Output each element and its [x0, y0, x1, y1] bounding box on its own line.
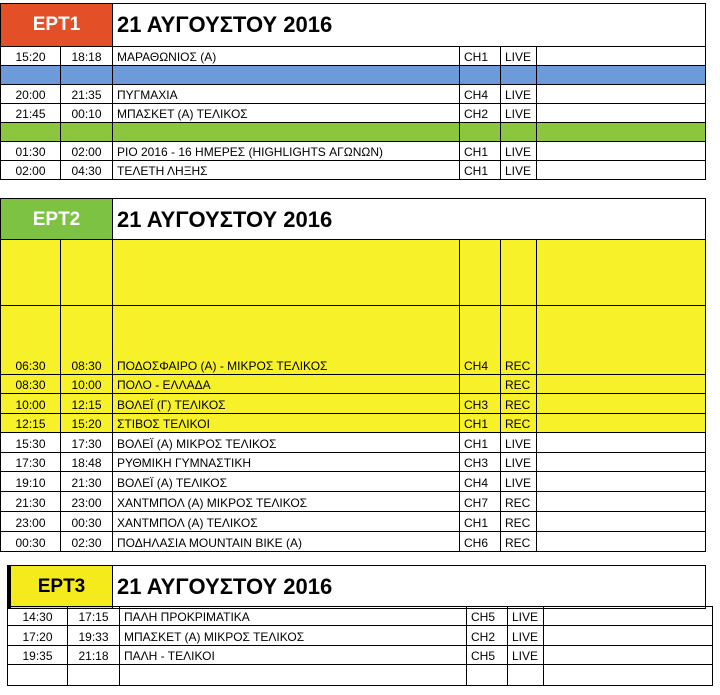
- program-name-cell: ΠΟΔΗΛΑΣΙΑ MOUNTAIN BIKE (Α): [113, 532, 460, 552]
- start-time-cell: 19:10: [1, 472, 61, 492]
- schedule-row: [1, 66, 706, 85]
- start-time-cell: 20:00: [1, 85, 61, 104]
- program-name-cell: ΜΠΑΣΚΕΤ (Α) ΤΕΛΙΚΟΣ: [113, 104, 460, 123]
- start-time-cell: 19:35: [8, 646, 68, 665]
- channel-cell: CH6: [460, 532, 501, 552]
- end-time-cell: 00:30: [61, 512, 113, 532]
- channel-cell: [467, 665, 508, 686]
- schedule-row: [8, 665, 713, 686]
- broadcast-mode-cell: [508, 665, 544, 686]
- end-time-cell: 21:30: [61, 472, 113, 492]
- schedule-row: [1, 512, 706, 532]
- end-time-cell: 02:00: [61, 142, 113, 161]
- schedule-row: [1, 453, 706, 472]
- schedule-row: [1, 414, 706, 433]
- program-name-cell: ΡΙΟ 2016 - 16 ΗΜΕΡΕΣ (HIGHLIGHTS ΑΓΩΝΩΝ): [113, 142, 460, 161]
- program-name-cell: [113, 240, 460, 306]
- channel-cell: CH3: [460, 453, 501, 472]
- program-name-cell: [120, 665, 467, 686]
- schedule-row: [1, 123, 706, 142]
- ept3-header: [0, 565, 706, 609]
- empty-cell: [544, 626, 713, 646]
- program-name-cell: ΧΑΝΤΜΠΟΛ (Α) ΜΙΚΡΟΣ ΤΕΛΙΚΟΣ: [113, 492, 460, 512]
- empty-cell: [537, 306, 706, 375]
- schedule-row: [1, 375, 706, 394]
- program-name-cell: ΜΑΡΑΘΩΝΙΟΣ (Α): [113, 47, 460, 66]
- start-time-cell: 15:30: [1, 433, 61, 453]
- schedule-row: [1, 532, 706, 552]
- empty-cell: [537, 472, 706, 492]
- schedule-row: [1, 240, 706, 306]
- schedule-row: [8, 607, 713, 626]
- end-time-cell: 04:30: [61, 161, 113, 180]
- ept1-date-title: 21 ΑΥΓΟΥΣΤΟΥ 2016: [113, 3, 706, 47]
- ept3-date-title: 21 ΑΥΓΟΥΣΤΟΥ 2016: [113, 565, 706, 609]
- schedule-row: [1, 433, 706, 453]
- broadcast-mode-cell: LIVE: [501, 104, 537, 123]
- end-time-cell: 15:20: [61, 414, 113, 433]
- start-time-cell: [8, 665, 68, 686]
- end-time-cell: [61, 123, 113, 142]
- empty-cell: [544, 646, 713, 665]
- start-time-cell: 17:30: [1, 453, 61, 472]
- channel-cell: CH4: [460, 85, 501, 104]
- empty-cell: [537, 104, 706, 123]
- schedule-row: [1, 161, 706, 180]
- empty-cell: [537, 240, 706, 306]
- start-time-cell: 17:20: [8, 626, 68, 646]
- ept1-schedule: [0, 46, 720, 180]
- schedule-row: [1, 394, 706, 414]
- program-name-cell: ΧΑΝΤΜΠΟΛ (Α) ΤΕΛΙΚΟΣ: [113, 512, 460, 532]
- broadcast-mode-cell: [501, 66, 537, 85]
- broadcast-mode-cell: LIVE: [501, 85, 537, 104]
- broadcast-mode-cell: LIVE: [501, 472, 537, 492]
- program-name-cell: ΒΟΛΕΪ (Α) ΜΙΚΡΟΣ ΤΕΛΙΚΟΣ: [113, 433, 460, 453]
- channel-cell: CH1: [460, 433, 501, 453]
- start-time-cell: [1, 123, 61, 142]
- ept3-table: [7, 606, 713, 686]
- start-time-cell: 10:00: [1, 394, 61, 414]
- end-time-cell: 08:30: [61, 306, 113, 375]
- empty-cell: [537, 414, 706, 433]
- end-time-cell: 21:18: [68, 646, 120, 665]
- channel-cell: CH1: [460, 47, 501, 66]
- end-time-cell: 21:35: [61, 85, 113, 104]
- broadcast-mode-cell: LIVE: [508, 646, 544, 665]
- empty-cell: [537, 453, 706, 472]
- program-name-cell: ΠΥΓΜΑΧΙΑ: [113, 85, 460, 104]
- ept3-label: ΕΡΤ3: [7, 565, 113, 609]
- end-time-cell: [61, 66, 113, 85]
- end-time-cell: 19:33: [68, 626, 120, 646]
- start-time-cell: 08:30: [1, 375, 61, 394]
- broadcast-mode-cell: [501, 123, 537, 142]
- ept2-label: ΕΡΤ2: [0, 198, 113, 242]
- channel-cell: CH5: [467, 607, 508, 626]
- program-name-cell: ΜΠΑΣΚΕΤ (Α) ΜΙΚΡΟΣ ΤΕΛΙΚΟΣ: [120, 626, 467, 646]
- program-name-cell: ΤΕΛΕΤΗ ΛΗΞΗΣ: [113, 161, 460, 180]
- program-name-cell: ΒΟΛΕΪ (Γ) ΤΕΛΙΚΟΣ: [113, 394, 460, 414]
- broadcast-mode-cell: REC: [501, 532, 537, 552]
- schedule-row: [8, 626, 713, 646]
- broadcast-mode-cell: REC: [501, 394, 537, 414]
- schedule-row: [1, 47, 706, 66]
- end-time-cell: 10:00: [61, 375, 113, 394]
- end-time-cell: 17:15: [68, 607, 120, 626]
- program-name-cell: ΠΑΛΗ - ΤΕΛΙΚΟΙ: [120, 646, 467, 665]
- ept1-table: [0, 46, 706, 180]
- broadcast-mode-cell: LIVE: [501, 453, 537, 472]
- schedule-row: [1, 492, 706, 512]
- channel-cell: [460, 375, 501, 394]
- broadcast-mode-cell: REC: [501, 414, 537, 433]
- channel-cell: CH5: [467, 646, 508, 665]
- program-name-cell: ΒΟΛΕΪ (Α) ΤΕΛΙΚΟΣ: [113, 472, 460, 492]
- program-name-cell: ΣΤΙΒΟΣ ΤΕΛΙΚΟΙ: [113, 414, 460, 433]
- channel-cell: CH1: [460, 414, 501, 433]
- broadcast-mode-cell: LIVE: [501, 142, 537, 161]
- channel-cell: CH2: [467, 626, 508, 646]
- start-time-cell: 12:15: [1, 414, 61, 433]
- start-time-cell: 06:30: [1, 306, 61, 375]
- empty-cell: [537, 512, 706, 532]
- start-time-cell: [1, 240, 61, 306]
- start-time-cell: 21:45: [1, 104, 61, 123]
- start-time-cell: 14:30: [8, 607, 68, 626]
- empty-cell: [537, 66, 706, 85]
- schedule-row: [1, 472, 706, 492]
- broadcast-mode-cell: [501, 240, 537, 306]
- channel-cell: CH4: [460, 472, 501, 492]
- empty-cell: [537, 492, 706, 512]
- end-time-cell: [68, 665, 120, 686]
- empty-cell: [537, 375, 706, 394]
- empty-cell: [537, 161, 706, 180]
- end-time-cell: 02:30: [61, 532, 113, 552]
- end-time-cell: 18:48: [61, 453, 113, 472]
- empty-cell: [544, 665, 713, 686]
- ept2-header: [0, 198, 706, 242]
- broadcast-mode-cell: LIVE: [501, 433, 537, 453]
- ept2-schedule: [0, 239, 720, 552]
- channel-cell: CH1: [460, 512, 501, 532]
- schedule-row: [1, 306, 706, 375]
- start-time-cell: 00:30: [1, 532, 61, 552]
- channel-cell: CH3: [460, 394, 501, 414]
- empty-cell: [537, 433, 706, 453]
- empty-cell: [544, 607, 713, 626]
- broadcast-mode-cell: REC: [501, 306, 537, 375]
- empty-cell: [537, 47, 706, 66]
- ept2-table: [0, 239, 706, 552]
- program-name-cell: ΠΑΛΗ ΠΡΟΚΡΙΜΑΤΙΚΑ: [120, 607, 467, 626]
- channel-cell: CH7: [460, 492, 501, 512]
- schedule-row: [8, 646, 713, 665]
- end-time-cell: 17:30: [61, 433, 113, 453]
- empty-cell: [537, 123, 706, 142]
- end-time-cell: 18:18: [61, 47, 113, 66]
- start-time-cell: 23:00: [1, 512, 61, 532]
- start-time-cell: 21:30: [1, 492, 61, 512]
- channel-cell: [460, 123, 501, 142]
- channel-cell: CH1: [460, 142, 501, 161]
- broadcast-mode-cell: LIVE: [508, 626, 544, 646]
- channel-cell: CH2: [460, 104, 501, 123]
- start-time-cell: 15:20: [1, 47, 61, 66]
- channel-cell: [460, 240, 501, 306]
- ept1-label: ΕΡΤ1: [0, 3, 113, 47]
- program-name-cell: [113, 123, 460, 142]
- broadcast-mode-cell: REC: [501, 512, 537, 532]
- end-time-cell: 00:10: [61, 104, 113, 123]
- channel-cell: CH1: [460, 161, 501, 180]
- broadcast-mode-cell: LIVE: [508, 607, 544, 626]
- empty-cell: [537, 532, 706, 552]
- program-name-cell: ΠΟΛΟ - ΕΛΛΑΔΑ: [113, 375, 460, 394]
- channel-cell: CH4: [460, 306, 501, 375]
- program-name-cell: ΠΟΔΟΣΦΑΙΡΟ (Α) - ΜΙΚΡΟΣ ΤΕΛΙΚΟΣ: [113, 306, 460, 375]
- channel-cell: [460, 66, 501, 85]
- broadcast-mode-cell: LIVE: [501, 161, 537, 180]
- end-time-cell: [61, 240, 113, 306]
- start-time-cell: 01:30: [1, 142, 61, 161]
- ept1-header: [0, 3, 706, 47]
- empty-cell: [537, 142, 706, 161]
- broadcast-mode-cell: LIVE: [501, 47, 537, 66]
- ept2-date-title: 21 ΑΥΓΟΥΣΤΟΥ 2016: [113, 198, 706, 242]
- broadcast-mode-cell: REC: [501, 375, 537, 394]
- end-time-cell: 12:15: [61, 394, 113, 414]
- end-time-cell: 23:00: [61, 492, 113, 512]
- start-time-cell: 02:00: [1, 161, 61, 180]
- schedule-row: [1, 142, 706, 161]
- broadcast-mode-cell: REC: [501, 492, 537, 512]
- schedule-row: [1, 104, 706, 123]
- program-name-cell: ΡΥΘΜΙΚΗ ΓΥΜΝΑΣΤΙΚΗ: [113, 453, 460, 472]
- program-name-cell: [113, 66, 460, 85]
- ept3-schedule: [0, 606, 720, 686]
- empty-cell: [537, 394, 706, 414]
- schedule-row: [1, 85, 706, 104]
- start-time-cell: [1, 66, 61, 85]
- empty-cell: [537, 85, 706, 104]
